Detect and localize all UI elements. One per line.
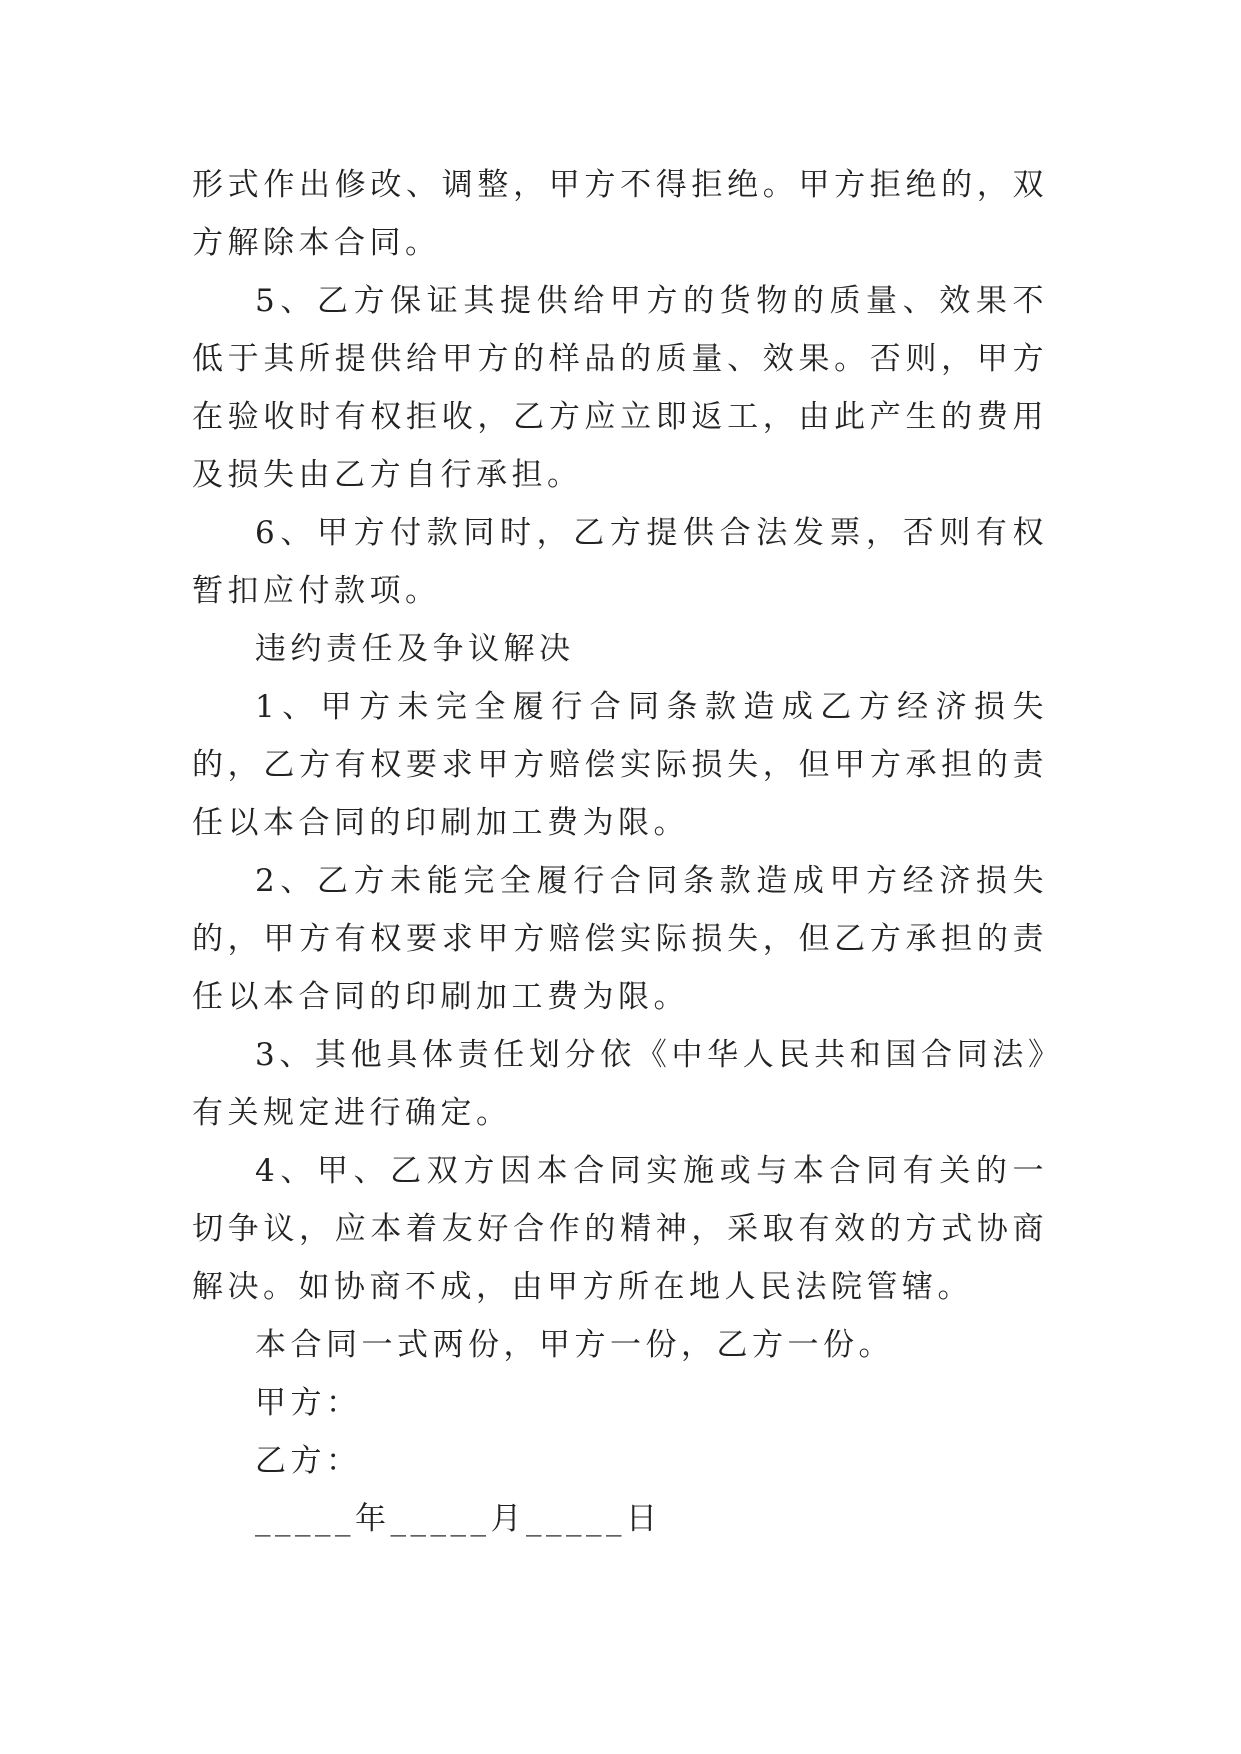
liability-clause-3: 3、其他具体责任划分依《中华人民共和国合同法》有关规定进行确定。 bbox=[192, 1037, 1048, 1131]
copies-statement: 本合同一式两份，甲方一份，乙方一份。 bbox=[255, 1327, 894, 1363]
party-b-signature: 乙方： bbox=[255, 1443, 362, 1479]
liability-clause-4: 4、甲、乙双方因本合同实施或与本合同有关的一切争议，应本着友好合作的精神，采取有效的方式协商解决。如协商不成，由甲方所在地人民法院管辖。 bbox=[192, 1153, 1048, 1305]
section-heading-liability: 违约责任及争议解决 bbox=[255, 631, 575, 667]
date-line: _____年_____月_____日 bbox=[255, 1501, 662, 1537]
liability-clause-1: 1、甲方未完全履行合同条款造成乙方经济损失的，乙方有权要求甲方赔偿实际损失，但甲方承担的责任以本合同的印刷加工费为限。 bbox=[192, 689, 1048, 841]
party-a-signature: 甲方： bbox=[255, 1385, 362, 1421]
clause-5: 5、乙方保证其提供给甲方的货物的质量、效果不低于其所提供给甲方的样品的质量、效果。否则，甲方在验收时有权拒收，乙方应立即返工，由此产生的费用及损失由乙方自行承担。 bbox=[192, 283, 1048, 493]
document-page bbox=[192, 156, 1048, 1548]
paragraph-continuation: 形式作出修改、调整，甲方不得拒绝。甲方拒绝的，双方解除本合同。 bbox=[192, 167, 1048, 261]
liability-clause-2: 2、乙方未能完全履行合同条款造成甲方经济损失的，甲方有权要求甲方赔偿实际损失，但乙方承担的责任以本合同的印刷加工费为限。 bbox=[192, 863, 1048, 1015]
clause-6: 6、甲方付款同时，乙方提供合法发票，否则有权暂扣应付款项。 bbox=[192, 515, 1048, 609]
